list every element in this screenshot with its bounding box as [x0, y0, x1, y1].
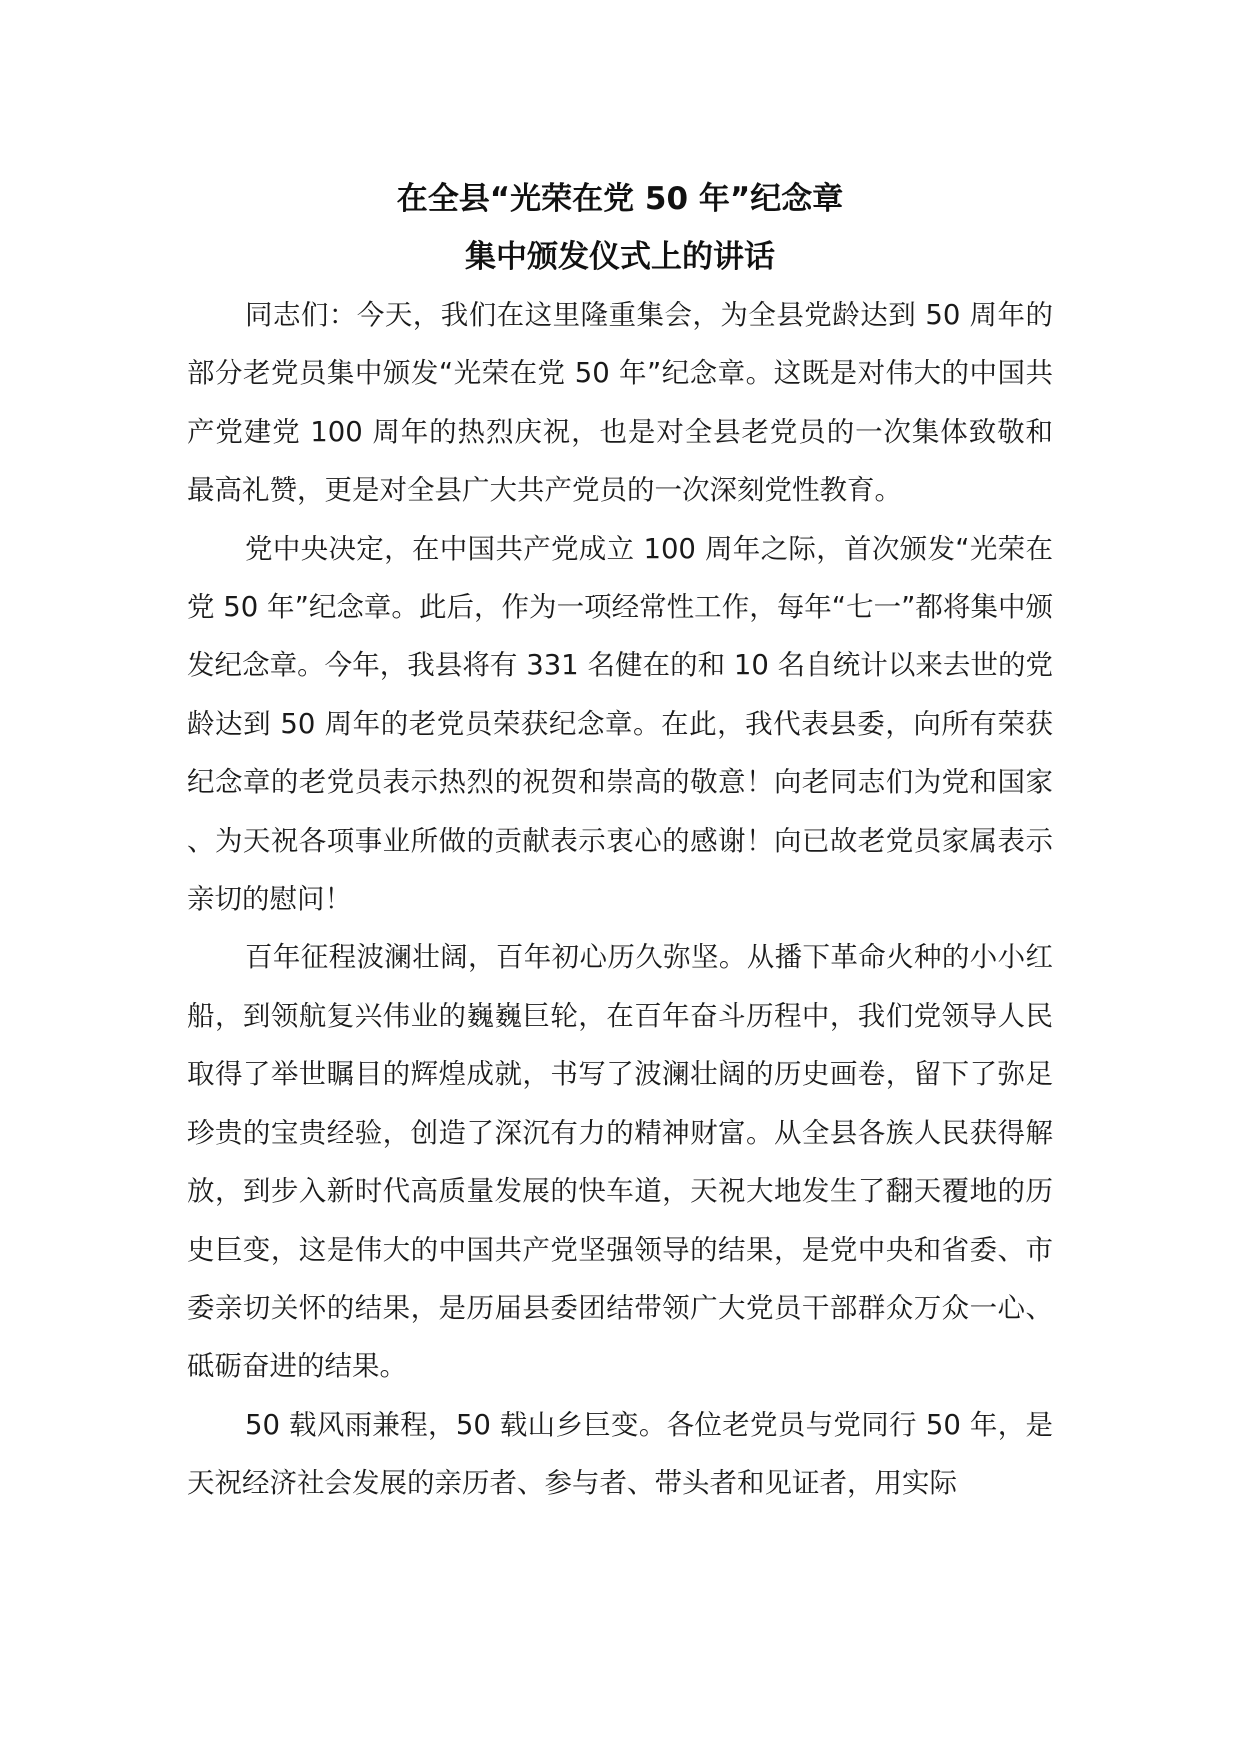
paragraph-1: 同志们：今天，我们在这里隆重集会，为全县党龄达到 50 周年的部分老党员集中颁发“光荣在党 50 年”纪念章。这既是对伟大的中国共产党建党 100 周年的热烈庆祝，也是对全县老党员的一次集体致敬和最高礼赞，更是对全县广大共产党员的一次深刻党性教育。	[187, 299, 1053, 507]
title-line-1: 在全县“光荣在党 50 年”纪念章	[396, 181, 844, 217]
title-line-2: 集中颁发仪式上的讲话	[465, 239, 775, 275]
document-title	[0, 170, 1240, 286]
paragraph-4: 50 载风雨兼程，50 载山乡巨变。各位老党员与党同行 50 年，是天祝经济社会发展的亲历者、参与者、带头者和见证者，用实际	[187, 1408, 1053, 1500]
paragraph-3: 百年征程波澜壮阔，百年初心历久弥坚。从播下革命火种的小小红船，到领航复兴伟业的巍巍巨轮，在百年奋斗历程中，我们党领导人民取得了举世瞩目的辉煌成就，书写了波澜壮阔的历史画卷，留下了弥足珍贵的宝贵经验，创造了深沉有力的精神财富。从全县各族人民获得解放，到步入新时代高质量发展的快车道，天祝大地发生了翻天覆地的历史巨变，这是伟大的中国共产党坚强领导的结果，是党中央和省委、市委亲切关怀的结果，是历届县委团结带领广大党员干部群众万众一心、砥砺奋进的结果。	[187, 941, 1053, 1383]
paragraph-2: 党中央决定，在中国共产党成立 100 周年之际，首次颁发“光荣在党 50 年”纪念章。此后，作为一项经常性工作，每年“七一”都将集中颁发纪念章。今年，我县将有 331 名健在的和 10 名自统计以来去世的党龄达到 50 周年的老党员荣获纪念章。在此，我代表县委，向所有荣获纪念章的老党员表示热烈的祝贺和崇高的敬意！向老同志们为党和国家、为天祝各项事业所做的贡献表示衷心的感谢！向已故老党员家属表示亲切的慰问！	[187, 532, 1053, 916]
speech-body	[187, 286, 1053, 1513]
